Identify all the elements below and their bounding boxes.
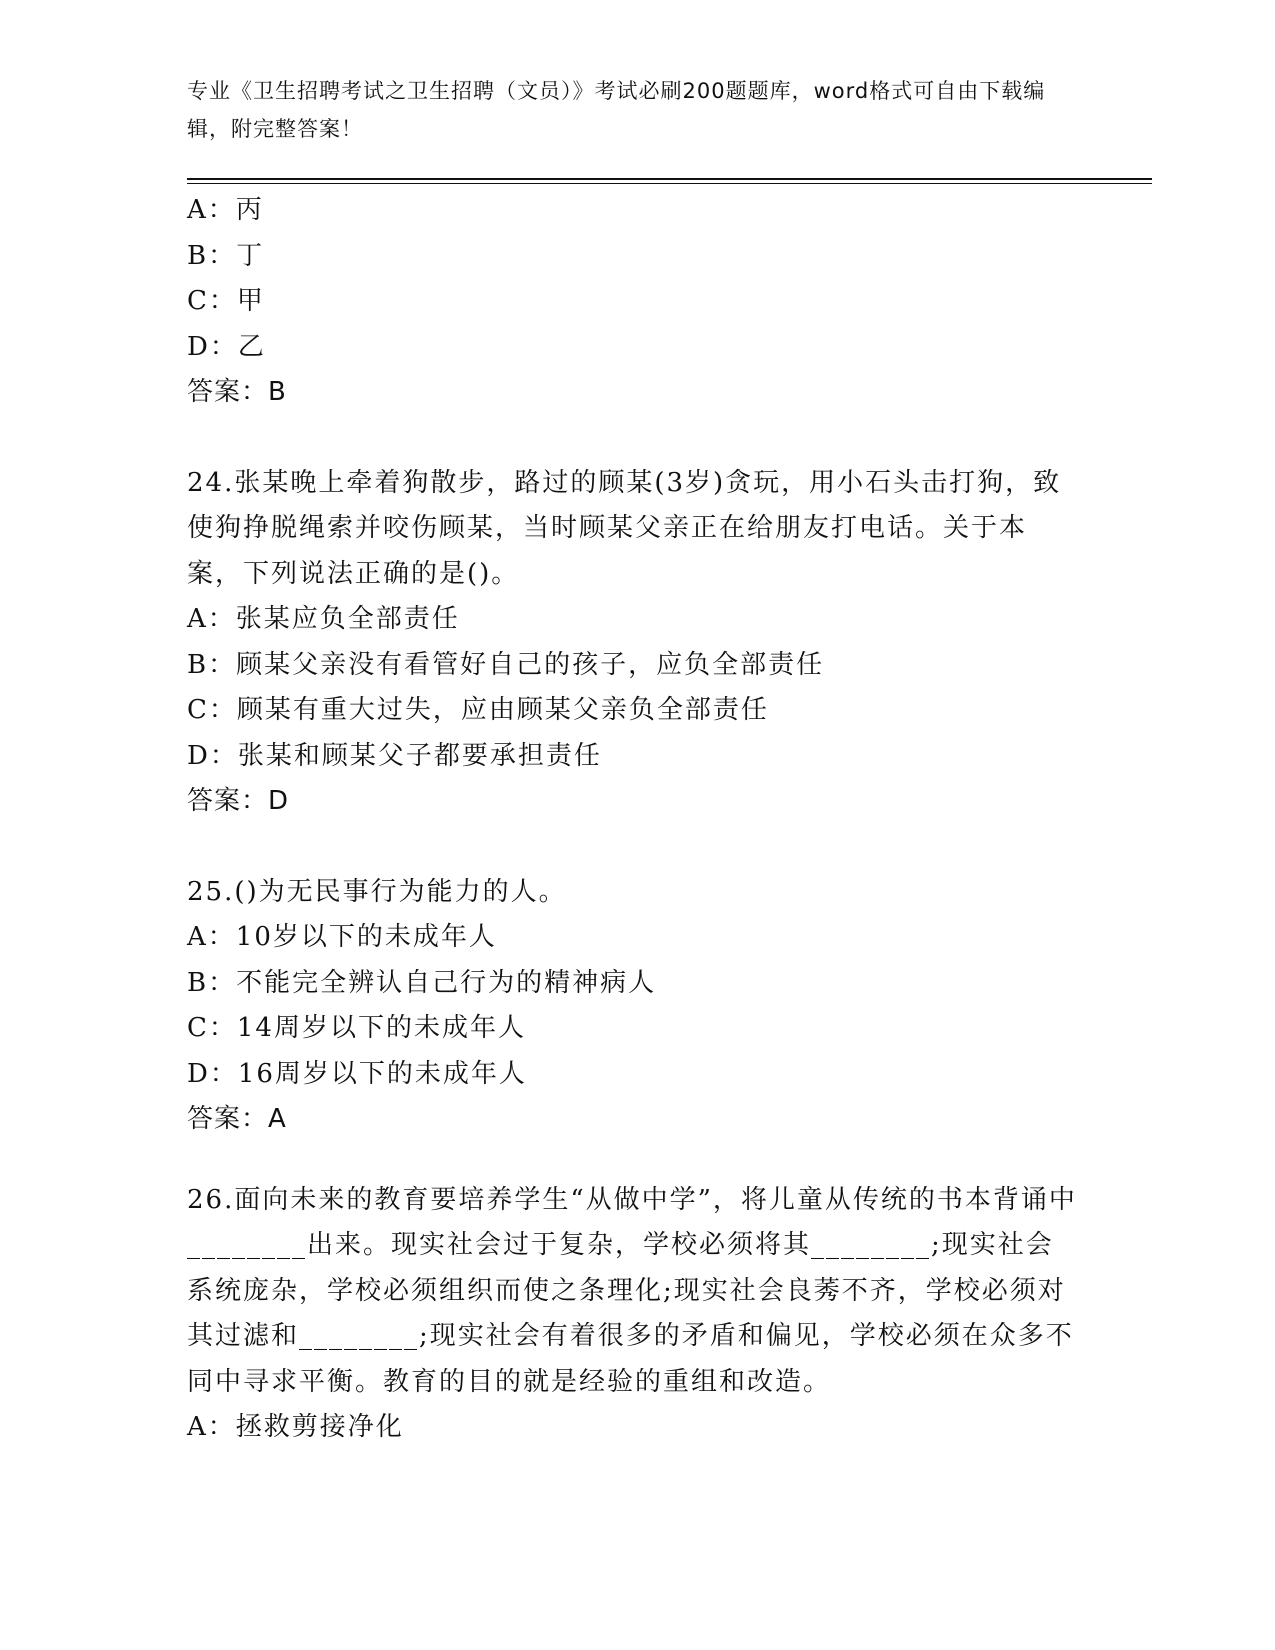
option-b: B：顾某父亲没有看管好自己的孩子，应负全部责任	[187, 649, 825, 680]
question-25	[187, 870, 1087, 1143]
answer-line	[187, 779, 1087, 825]
question-stem: 26.面向未来的教育要培养学生“从做中学”，将儿童从传统的书本背诵中________出来。现实社会过于复杂，学校必须将其________;现实社会系统庞杂，学校必须组织而使之条理化;现实社会良莠不齐，学校必须对其过滤和________;现实社会有着很多的矛盾和偏见，学校必须在众多不同中寻求平衡。教育的目的就是经验的重组和改造。	[187, 1184, 1077, 1397]
option-b: B：丁	[187, 240, 265, 271]
option-a: A：10岁以下的未成年人	[187, 922, 497, 952]
header-divider	[187, 178, 1152, 180]
option-d: D：张某和顾某父子都要承担责任	[187, 740, 602, 771]
option-d: D：乙	[187, 331, 266, 362]
question-list	[187, 188, 1087, 1451]
question-26	[187, 1178, 1087, 1451]
option-a: A：丙	[187, 195, 264, 225]
answer-label: 答案：	[187, 786, 269, 816]
question-24	[187, 461, 1087, 825]
option-c: C：顾某有重大过失，应由顾某父亲负全部责任	[187, 695, 769, 725]
option-a: A：张某应负全部责任	[187, 604, 460, 634]
option-b: B：不能完全辨认自己行为的精神病人	[187, 967, 657, 998]
answer-label: 答案：	[187, 377, 269, 407]
document-header: 专业《卫生招聘考试之卫生招聘（文员）》考试必刷200题题库，word格式可自由下载编辑，附完整答案！	[187, 79, 1046, 141]
answer-label: 答案：	[187, 1104, 269, 1134]
question-23-continued	[187, 188, 1087, 416]
option-c: C：甲	[187, 286, 265, 316]
option-c: C：14周岁以下的未成年人	[187, 1013, 526, 1043]
option-d: D：16周岁以下的未成年人	[187, 1058, 527, 1089]
question-stem: 24.张某晚上牵着狗散步，路过的顾某(3岁)贪玩，用小石头击打狗，致使狗挣脱绳索并咬伤顾某，当时顾某父亲正在给朋友打电话。关于本案，下列说法正确的是()。	[187, 467, 1062, 589]
option-a: A：拯救剪接净化	[187, 1412, 404, 1442]
answer-line	[187, 1097, 1087, 1143]
answer-value: A	[268, 1104, 287, 1134]
answer-value: D	[268, 786, 290, 816]
answer-value: B	[268, 377, 287, 407]
answer-line	[187, 370, 1087, 416]
header-divider-thin	[187, 183, 1152, 184]
question-stem: 25.()为无民事行为能力的人。	[187, 876, 567, 907]
